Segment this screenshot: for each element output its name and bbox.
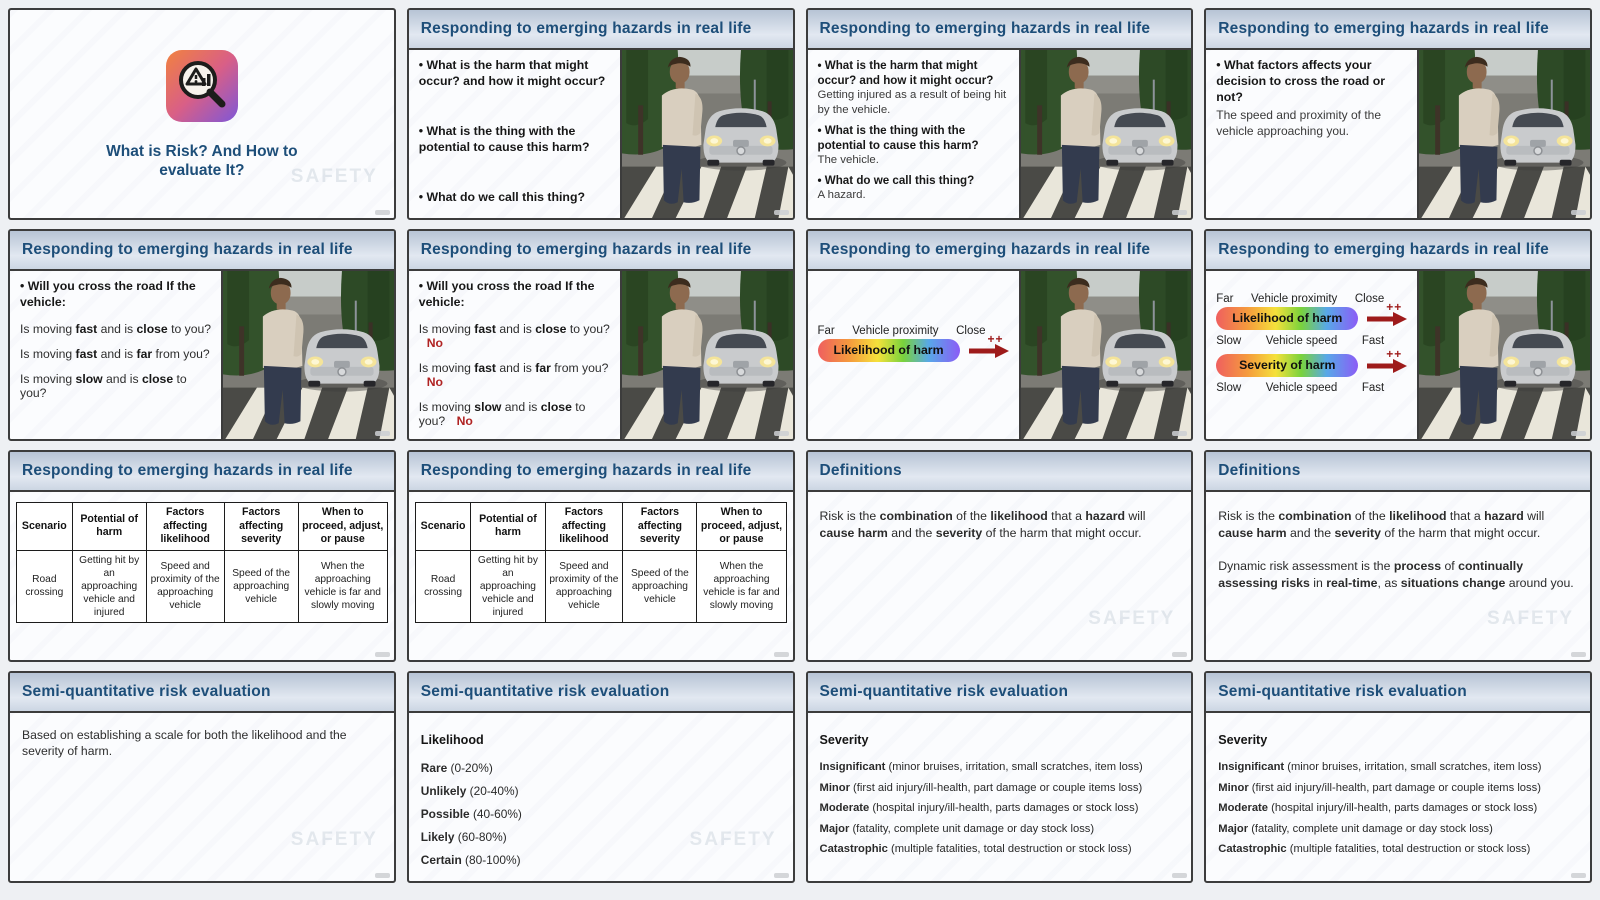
likelihood-item: Certain (80-100%) [420, 853, 521, 867]
cell-factors-likelihood: Speed and proximity of the approaching vehicle [146, 550, 224, 622]
pedestrian-car-photo [1019, 50, 1192, 218]
plus-plus-label: ++ [1386, 299, 1403, 314]
likelihood-gradient-bar: Likelihood of harm [818, 339, 960, 362]
safety-watermark: SAFETY [1088, 608, 1176, 629]
slide-09-scenario-table[interactable] [8, 450, 396, 662]
likelihood-item: Possible (40-60%) [420, 807, 522, 821]
cell-factors-severity: Speed of the approaching vehicle [623, 550, 697, 622]
slide-title: Semi-quantitative risk evaluation [1218, 683, 1467, 700]
slide-corner-mark [375, 431, 390, 436]
col-factors-severity: Factors affecting severity [224, 503, 298, 551]
cell-factors-severity: Speed of the approaching vehicle [224, 550, 298, 622]
diagram-pane [808, 271, 1019, 439]
axis-far-label: Far [817, 325, 835, 337]
cross-option: Is moving fast and is far from you? [20, 346, 210, 361]
slide-corner-mark [1571, 652, 1586, 657]
question-name: • What do we call this thing? [418, 189, 585, 204]
question-name: • What do we call this thing? [817, 173, 975, 187]
slide-title: Responding to emerging hazards in real life [420, 462, 752, 479]
likelihood-heading: Likelihood [420, 733, 484, 747]
question-list [409, 50, 620, 218]
cross-option: Is moving slow and is close to you? [20, 371, 187, 400]
axis-fast-label: Fast [1361, 335, 1385, 347]
slide-title-bar [409, 231, 793, 271]
table-row [17, 550, 388, 622]
axis-close-label: Close [1354, 293, 1385, 305]
right-arrow-icon [967, 344, 1009, 358]
slide-title-bar [1206, 673, 1590, 713]
definitions-pane [808, 492, 1192, 660]
severity-item: Moderate (hospital injury/ill-health, parts damages or stock loss) [1218, 802, 1538, 814]
slide-15-severity-scale[interactable] [806, 671, 1194, 883]
cross-option-no: Is moving fast and is close to you? No [418, 321, 610, 350]
col-potential-harm: Potential of harm [72, 503, 146, 551]
slide-title-bar [808, 231, 1192, 271]
diagram-pane [1206, 271, 1417, 439]
answer-harm: Getting injured as a result of being hit by the vehicle. [817, 89, 1007, 116]
cell-when-proceed: When the approaching vehicle is far and slowly moving [298, 550, 387, 622]
slide-02-hazard-questions[interactable] [407, 8, 795, 220]
proximity-axis-labels [818, 325, 986, 337]
slide-title-bar [1206, 231, 1590, 271]
axis-far-label: Far [1216, 293, 1234, 305]
slide-corner-mark [774, 652, 789, 657]
slide-title: Responding to emerging hazards in real life [420, 241, 752, 258]
col-scenario: Scenario [17, 503, 73, 551]
question-harm: • What is the harm that might occur? and how it might occur? [418, 58, 606, 88]
severity-item: Insignificant (minor bruises, irritation, small scratches, item loss) [819, 761, 1143, 773]
severity-item: Major (fatality, complete unit damage or day stock loss) [1218, 822, 1493, 835]
slide-corner-mark [774, 873, 789, 878]
severity-scale-pane [808, 713, 1192, 881]
slide-title-bar [409, 452, 793, 492]
col-factors-severity: Factors affecting severity [623, 503, 697, 551]
pedestrian-car-photo [1417, 50, 1590, 218]
severity-item: Major (fatality, complete unit damage or day stock loss) [819, 822, 1095, 835]
cross-heading: • Will you cross the road If the vehicle: [418, 279, 595, 309]
slide-title-bar [808, 673, 1192, 713]
slide-title: Responding to emerging hazards in real life [1218, 241, 1549, 258]
slide-04-decision-factors[interactable] [1204, 8, 1592, 220]
slide-corner-mark [1172, 652, 1187, 657]
question-answer-list [1206, 50, 1417, 218]
cross-heading: • Will you cross the road If the vehicle: [20, 279, 196, 309]
pedestrian-car-photo [1019, 271, 1192, 439]
pedestrian-car-photo [221, 271, 394, 439]
severity-item: Insignificant (minor bruises, irritation, small scratches, item loss) [1218, 761, 1542, 773]
likelihood-gradient-bar: Likelihood of harm [1216, 307, 1358, 330]
increase-arrow [967, 331, 1009, 358]
slide-corner-mark [1172, 210, 1187, 215]
axis-speed-label: Vehicle speed [1265, 335, 1338, 347]
answer-name: A hazard. [817, 188, 866, 201]
answer-factors: The speed and proximity of the vehicle approaching you. [1216, 107, 1382, 138]
plus-plus-label: ++ [1386, 346, 1403, 361]
slide-title-bar [1206, 10, 1590, 50]
slide-16-severity-scale[interactable] [1204, 671, 1592, 883]
speed-axis-labels [1216, 335, 1384, 347]
slide-title-bar [10, 673, 394, 713]
slide-corner-mark [774, 210, 789, 215]
col-potential-harm: Potential of harm [471, 503, 545, 551]
semi-intro-text: Based on establishing a scale for both the likelihood and the severity of harm. [22, 728, 347, 759]
slide-05-cross-road-questions[interactable] [8, 229, 396, 441]
slide-corner-mark [1571, 210, 1586, 215]
semi-intro-pane [10, 713, 394, 881]
slide-title-bar [808, 452, 1192, 492]
slide-title: Responding to emerging hazards in real life [22, 462, 353, 479]
slide-title: Responding to emerging hazards in real life [819, 241, 1151, 258]
cell-potential-harm: Getting hit by an approaching vehicle and injured [72, 550, 146, 622]
slide-11-definitions-risk[interactable] [806, 450, 1194, 662]
cell-potential-harm: Getting hit by an approaching vehicle and injured [471, 550, 545, 622]
definitions-pane [1206, 492, 1590, 660]
col-when-proceed: When to proceed, adjust, or pause [298, 503, 387, 551]
slide-title-bar [10, 231, 394, 271]
pedestrian-car-photo [620, 271, 793, 439]
axis-slow-label: Slow [1216, 335, 1242, 347]
increase-arrow [1365, 346, 1407, 373]
slide-corner-mark [774, 431, 789, 436]
safety-watermark: SAFETY [689, 829, 777, 850]
cross-answer-list [409, 271, 620, 439]
slide-10-scenario-table[interactable] [407, 450, 795, 662]
question-thing: • What is the thing with the potential to cause this harm? [418, 123, 590, 154]
slide-title: Responding to emerging hazards in real life [22, 241, 353, 258]
table-row [415, 550, 786, 622]
slide-corner-mark [375, 652, 390, 657]
slide-12-definitions-dynamic[interactable] [1204, 450, 1592, 662]
slide-title: Responding to emerging hazards in real life [420, 20, 752, 37]
pedestrian-car-photo [1417, 271, 1590, 439]
slide-title: Responding to emerging hazards in real life [819, 20, 1151, 37]
col-when-proceed: When to proceed, adjust, or pause [697, 503, 786, 551]
cross-option-no: Is moving fast and is far from you? No [418, 360, 609, 389]
axis-slow-label: Slow [1216, 382, 1242, 394]
table-header-row [17, 503, 388, 551]
slide-corner-mark [1571, 873, 1586, 878]
right-arrow-icon [1365, 312, 1407, 326]
slide-01-title-slide[interactable] [8, 8, 396, 220]
question-answer-list [808, 50, 1019, 218]
cell-factors-likelihood: Speed and proximity of the approaching vehicle [545, 550, 623, 622]
cross-question-list [10, 271, 221, 439]
slide-title: Semi-quantitative risk evaluation [819, 683, 1069, 700]
slide-title-bar [1206, 452, 1590, 492]
severity-gradient-bar: Severity of harm [1216, 354, 1358, 377]
slide-corner-mark [1571, 431, 1586, 436]
cell-scenario: Road crossing [17, 550, 73, 622]
col-factors-likelihood: Factors affecting likelihood [545, 503, 623, 551]
severity-scale-pane [1206, 713, 1590, 881]
slide-corner-mark [1172, 431, 1187, 436]
cell-when-proceed: When the approaching vehicle is far and slowly moving [697, 550, 786, 622]
slide-title-bar [808, 10, 1192, 50]
cross-option: Is moving fast and is close to you? [20, 321, 212, 336]
slide-03-hazard-answers[interactable] [806, 8, 1194, 220]
safety-watermark: SAFETY [290, 166, 378, 187]
risk-scenario-table [415, 502, 787, 623]
question-factors: • What factors affects your decision to cross the road or not? [1216, 58, 1386, 104]
slide-06-cross-road-answers[interactable] [407, 229, 795, 441]
dynamic-risk-definition: Dynamic risk assessment is the process of continually assessing risks in real-time, as situations change around you. [1218, 559, 1574, 590]
safety-watermark: SAFETY [290, 829, 378, 850]
slide-14-likelihood-scale[interactable] [407, 671, 795, 883]
risk-definition: Risk is the combination of the likelihood that a hazard will cause harm and the severity of the harm that might occur. [819, 509, 1146, 540]
axis-proximity-label: Vehicle proximity [852, 325, 939, 337]
table-pane [10, 492, 394, 660]
axis-speed-label: Vehicle speed [1265, 382, 1338, 394]
slide-08-likelihood-severity-diagram[interactable] [1204, 229, 1592, 441]
severity-heading: Severity [819, 733, 869, 747]
cross-option-no: Is moving slow and is close to you? No [418, 399, 586, 428]
likelihood-scale-pane [409, 713, 793, 881]
cell-scenario: Road crossing [415, 550, 471, 622]
slide-title-bar [409, 10, 793, 50]
slide-title: Definitions [1218, 462, 1301, 479]
likelihood-item: Likely (60-80%) [420, 830, 507, 844]
slide-title-bar [10, 452, 394, 492]
question-harm: • What is the harm that might occur? and how it might occur? [817, 59, 994, 88]
col-scenario: Scenario [415, 503, 471, 551]
answer-thing: The vehicle. [817, 153, 879, 166]
slide-title: Semi-quantitative risk evaluation [22, 683, 271, 700]
safety-watermark: SAFETY [1487, 608, 1574, 629]
slide-corner-mark [375, 210, 390, 215]
pedestrian-car-photo [620, 50, 793, 218]
risk-definition: Risk is the combination of the likelihood that a hazard will cause harm and the severity of the harm that might occur. [1218, 509, 1545, 540]
axis-proximity-label: Vehicle proximity [1251, 293, 1338, 305]
likelihood-item: Rare (0-20%) [420, 761, 493, 775]
speed-axis-labels [1216, 382, 1384, 394]
slide-13-semi-quantitative-intro[interactable] [8, 671, 396, 883]
severity-heading: Severity [1218, 733, 1268, 747]
axis-close-label: Close [956, 325, 986, 337]
severity-item: Minor (first aid injury/ill-health, part damage or couple items loss) [1218, 781, 1541, 794]
slide-title: Responding to emerging hazards in real life [1218, 20, 1549, 37]
likelihood-item: Unlikely (20-40%) [420, 784, 519, 798]
proximity-axis-labels [1216, 293, 1384, 305]
severity-item: Minor (first aid injury/ill-health, part damage or couple items loss) [819, 781, 1143, 794]
col-factors-likelihood: Factors affecting likelihood [146, 503, 224, 551]
severity-item: Catastrophic (multiple fatalities, total destruction or stock loss) [1218, 843, 1531, 855]
slide-title: Definitions [819, 462, 902, 479]
slide-07-likelihood-diagram[interactable] [806, 229, 1194, 441]
table-pane [409, 492, 793, 660]
increase-arrow [1365, 299, 1407, 326]
slide-title-bar [409, 673, 793, 713]
question-thing: • What is the thing with the potential to cause this harm? [817, 123, 979, 152]
risk-magnifier-icon [164, 48, 240, 129]
axis-fast-label: Fast [1361, 382, 1385, 394]
table-header-row [415, 503, 786, 551]
slide-title: Semi-quantitative risk evaluation [420, 683, 670, 700]
plus-plus-label: ++ [987, 331, 1004, 346]
slide-corner-mark [1172, 873, 1187, 878]
right-arrow-icon [1365, 359, 1407, 373]
cross-option-yes [419, 439, 610, 441]
severity-item: Catastrophic (multiple fatalities, total destruction or stock loss) [819, 843, 1132, 855]
deck-title: What is Risk? And How to evaluate It? [106, 142, 298, 179]
slide-corner-mark [375, 873, 390, 878]
risk-scenario-table [16, 502, 388, 623]
severity-item: Moderate (hospital injury/ill-health, parts damages or stock loss) [819, 802, 1139, 814]
